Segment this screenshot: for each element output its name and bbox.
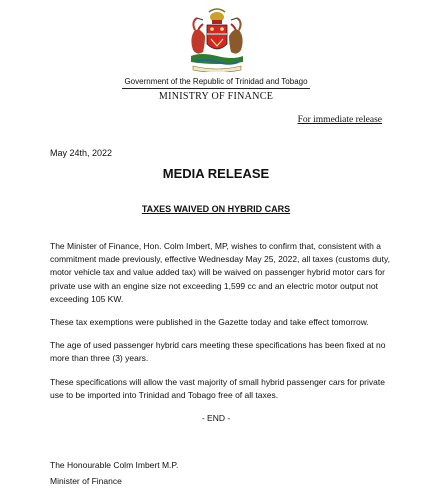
- release-type: For immediate release: [297, 115, 382, 125]
- paragraph: These specifications will allow the vast majority of small hybrid passenger cars for private use to be imported into Trinidad and Tobago free of all taxes.: [50, 376, 385, 400]
- document-title: MEDIA RELEASE: [162, 166, 270, 181]
- signatory-role: Minister of Finance: [50, 476, 122, 486]
- end-marker: - END -: [201, 413, 231, 423]
- paragraph: The Minister of Finance, Hon. Colm Imbert, MP, wishes to confirm that, consistent with a commitment made previously, effective Wednesday May 25, 2022, all taxes (customs duty, motor vehicle tax and value added tax) will be waived on passenger hybrid motor cars for private use with an engine size not exceeding 1,599 cc and an electric motor output not exceeding 105 KW.: [50, 241, 390, 304]
- coat-of-arms-icon: [181, 8, 253, 72]
- header-divider: [122, 88, 310, 89]
- document-subtitle: TAXES WAIVED ON HYBRID CARS: [141, 204, 291, 214]
- release-body: [50, 240, 390, 412]
- paragraph: These tax exemptions were published in the Gazette today and take effect tomorrow.: [50, 317, 369, 328]
- government-name: Government of the Republic of Trinidad and Tobago: [124, 77, 308, 86]
- signatory-name: The Honourable Colm Imbert M.P.: [50, 460, 179, 470]
- ministry-name: MINISTRY OF FINANCE: [158, 91, 274, 102]
- release-date: May 24th, 2022: [50, 148, 113, 158]
- paragraph: The age of used passenger hybrid cars meeting these specifications has been fixed at no more than three (3) years.: [50, 340, 386, 364]
